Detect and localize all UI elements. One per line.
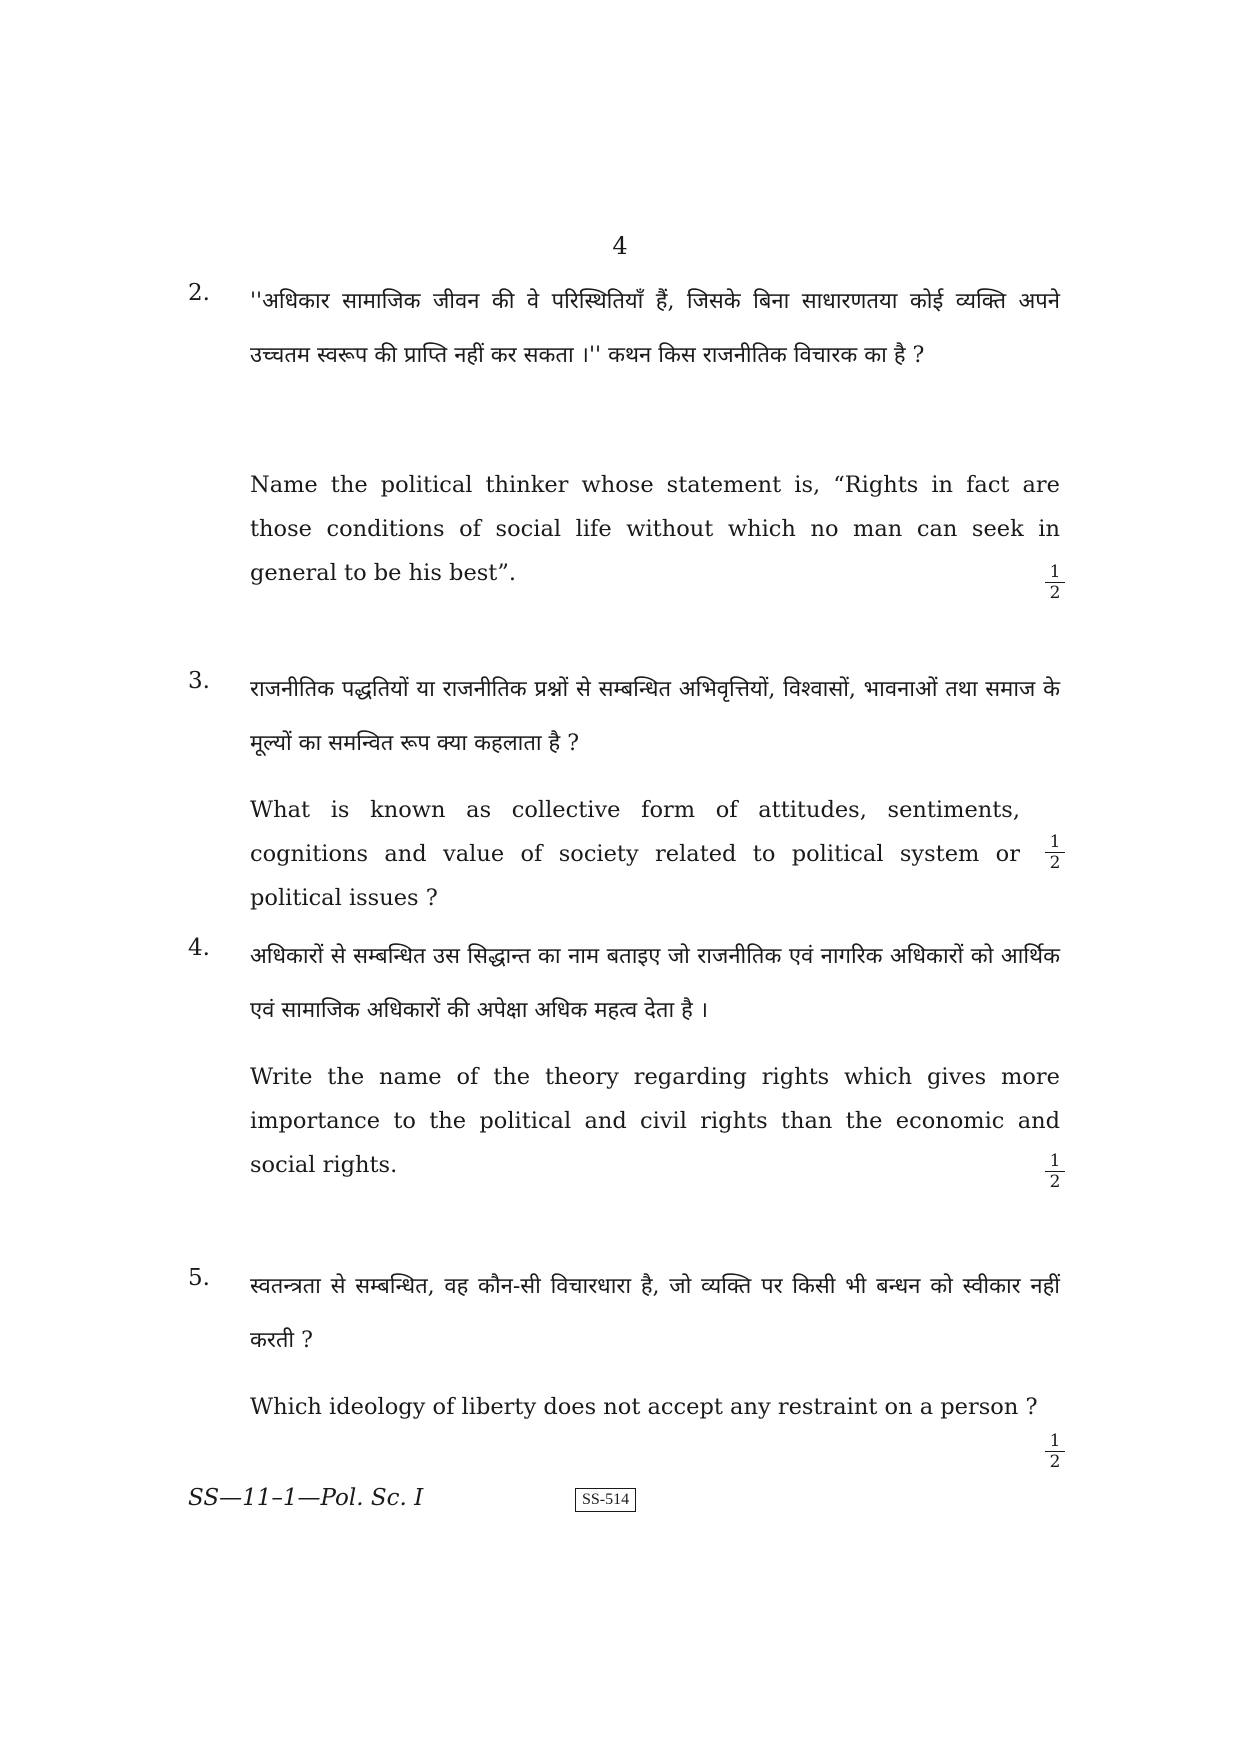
marks-denominator: 2 (1049, 853, 1061, 873)
marks-denominator: 2 (1049, 1172, 1061, 1192)
question-hindi-text: ''अधिकार सामाजिक जीवन की वे परिस्थितियाँ हैं, जिसके बिना साधारणतया कोई व्यक्ति अपने उच्चतम स्वरूप की प्राप्ति नहीं कर सकता ।'' कथन किस राजनीतिक विचारक का है ? (250, 289, 1060, 368)
page-number: 4 (612, 232, 628, 260)
question-english-text: Write the name of the theory regarding rights which gives more importance to the political and civil rights than the economic and social rights. (250, 1064, 1060, 1178)
marks-numerator: 1 (1045, 563, 1065, 583)
marks-half (1045, 1432, 1065, 1471)
question-hindi-text: स्वतन्त्रता से सम्बन्धित, वह कौन-सी विचारधारा है, जो व्यक्ति पर किसी भी बन्धन को स्वीकार नहीं करती ? (250, 1274, 1060, 1353)
paper-code-box: SS-514 (575, 1488, 636, 1512)
marks-denominator: 2 (1049, 583, 1061, 603)
question-hindi-text: अधिकारों से सम्बन्धित उस सिद्धान्त का नाम बताइए जो राजनीतिक एवं नागरिक अधिकारों को आर्थिक एवं सामाजिक अधिकारों की अपेक्षा अधिक महत्व देता है । (250, 944, 1060, 1023)
question-english-text: What is known as collective form of attitudes, sentiments, cognitions and value of society related to political system or political issues ? (250, 797, 1020, 911)
question-2 (188, 275, 1060, 605)
marks-denominator: 2 (1049, 1452, 1061, 1472)
marks-numerator: 1 (1045, 833, 1065, 853)
question-number: 5. (188, 1265, 210, 1291)
question-english-text: Name the political thinker whose statement is, “Rights in fact are those conditions of social life without which no man can seek in general to be his best”. (250, 472, 1060, 586)
question-number: 3. (188, 668, 210, 694)
marks-half (1045, 1152, 1065, 1191)
marks-half (1045, 833, 1065, 872)
paper-code: SS—11–1—Pol. Sc. I (188, 1485, 424, 1511)
question-number: 4. (188, 935, 210, 961)
question-4 (188, 920, 1060, 1210)
question-hindi-text: राजनीतिक पद्धतियों या राजनीतिक प्रश्नों से सम्बन्धित अभिवृत्तियों, विश्वासों, भावनाओं तथा समाज के मूल्यों का समन्वित रूप क्या कहलाता है ? (250, 677, 1060, 756)
question-number: 2. (188, 280, 210, 306)
marks-numerator: 1 (1045, 1152, 1065, 1172)
question-5 (188, 1240, 1060, 1470)
question-english-text: Which ideology of liberty does not accept any restraint on a person ? (250, 1394, 1038, 1420)
question-3 (188, 650, 1061, 911)
marks-half (1045, 563, 1065, 602)
marks-numerator: 1 (1045, 1432, 1065, 1452)
